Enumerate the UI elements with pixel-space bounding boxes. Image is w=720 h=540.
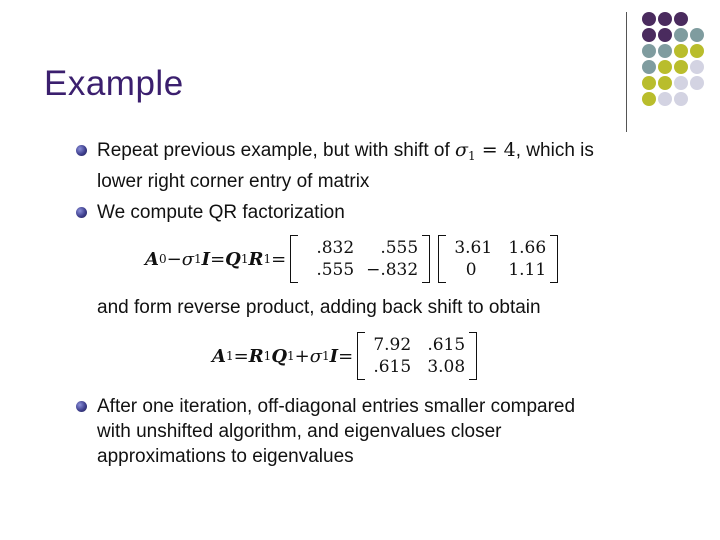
decor-dot xyxy=(642,76,656,90)
bullet-2-text: We compute QR factorization xyxy=(97,202,345,223)
decor-dot xyxy=(642,12,656,26)
equals-sign: = xyxy=(210,248,226,270)
subscript: 0 xyxy=(158,252,167,266)
bracket-right xyxy=(422,235,430,283)
decor-dot-grid xyxy=(636,8,720,118)
symbol-r: R xyxy=(248,345,264,367)
symbol-sigma: σ xyxy=(181,248,194,270)
matrix-cell: .555 xyxy=(316,260,355,280)
decor-dot xyxy=(674,12,688,26)
matrix-cell: .832 xyxy=(316,238,355,258)
bullet-1-line2: lower right corner entry of matrix xyxy=(97,171,370,192)
decor-dot xyxy=(690,28,704,42)
bracket-right xyxy=(550,235,558,283)
equals-sign: = xyxy=(338,345,354,367)
symbol-q: Q xyxy=(271,345,287,367)
subscript: 1 xyxy=(194,252,202,266)
matrix-a1 xyxy=(357,332,477,380)
subscript: 1 xyxy=(263,349,272,363)
sigma-subscript: 1 xyxy=(468,149,476,163)
matrix-cell: 1.66 xyxy=(508,238,547,258)
shift-value: = 4 xyxy=(475,139,516,161)
slide-body xyxy=(70,138,630,469)
reverse-product-equation xyxy=(212,332,630,380)
equals-sign: = xyxy=(271,248,287,270)
decor-dot xyxy=(674,44,688,58)
matrix-cell: 0 xyxy=(465,260,477,280)
decor-dot xyxy=(642,60,656,74)
bullet-dot-icon xyxy=(76,145,87,156)
bullet-1-suffix: , which is xyxy=(515,140,594,161)
matrix-cell: −.832 xyxy=(366,260,419,280)
bracket-left xyxy=(290,235,298,283)
sigma-symbol: σ xyxy=(455,139,469,161)
decor-dot xyxy=(674,60,688,74)
symbol-sigma: σ xyxy=(309,345,323,367)
matrix-cell: 3.08 xyxy=(427,357,466,377)
subscript: 1 xyxy=(322,349,330,363)
decor-dot xyxy=(674,28,688,42)
decor-dot xyxy=(658,92,672,106)
decor-dot xyxy=(642,92,656,106)
bullet-2 xyxy=(70,200,630,225)
matrix-cell: .555 xyxy=(380,238,419,258)
minus-sign: − xyxy=(166,248,182,270)
decor-dot xyxy=(690,44,704,58)
symbol-i: I xyxy=(201,248,211,270)
symbol-r: R xyxy=(248,248,264,270)
subscript: 1 xyxy=(263,252,272,266)
slide-title: Example xyxy=(44,64,184,103)
bullet-3 xyxy=(70,394,630,469)
matrix-r1 xyxy=(438,235,558,283)
bullet-3-line3: approximations to eigenvalues xyxy=(97,446,354,467)
matrix-cell: .615 xyxy=(373,357,412,377)
decor-dot xyxy=(642,44,656,58)
subscript: 1 xyxy=(287,349,295,363)
symbol-a: A xyxy=(145,248,159,270)
bracket-right xyxy=(469,332,477,380)
decor-dot xyxy=(658,28,672,42)
decor-dot xyxy=(658,76,672,90)
bullet-dot-icon xyxy=(76,207,87,218)
and-form-line: and form reverse product, adding back shift to obtain xyxy=(97,297,541,318)
matrix-cell: 7.92 xyxy=(373,335,412,355)
matrix-cell: .615 xyxy=(427,335,466,355)
matrix-q1 xyxy=(290,235,430,283)
decor-dot xyxy=(690,76,704,90)
bracket-left xyxy=(357,332,365,380)
decor-dot xyxy=(658,60,672,74)
matrix-cell: 1.11 xyxy=(508,260,547,280)
decor-dot xyxy=(658,12,672,26)
symbol-q: Q xyxy=(225,248,241,270)
bullet-3-line1: After one iteration, off-diagonal entries smaller compared xyxy=(97,396,576,417)
decor-dot xyxy=(674,92,688,106)
bullet-3-line2: with unshifted algorithm, and eigenvalues closer xyxy=(97,421,502,442)
subscript: 1 xyxy=(240,252,249,266)
decor-dot xyxy=(658,44,672,58)
bullet-dot-icon xyxy=(76,401,87,412)
subscript: 1 xyxy=(225,349,234,363)
plus-sign: + xyxy=(294,345,310,367)
bullet-1 xyxy=(70,138,630,194)
symbol-i: I xyxy=(329,345,339,367)
bullet-1-prefix: Repeat previous example, but with shift of xyxy=(97,140,456,161)
decor-vertical-line xyxy=(626,12,627,132)
bracket-left xyxy=(438,235,446,283)
qr-equation xyxy=(145,235,630,283)
decor-dot xyxy=(642,28,656,42)
decor-dot xyxy=(674,76,688,90)
decor-dot xyxy=(690,60,704,74)
matrix-cell: 3.61 xyxy=(454,238,493,258)
symbol-a: A xyxy=(212,345,226,367)
equals-sign: = xyxy=(233,345,249,367)
